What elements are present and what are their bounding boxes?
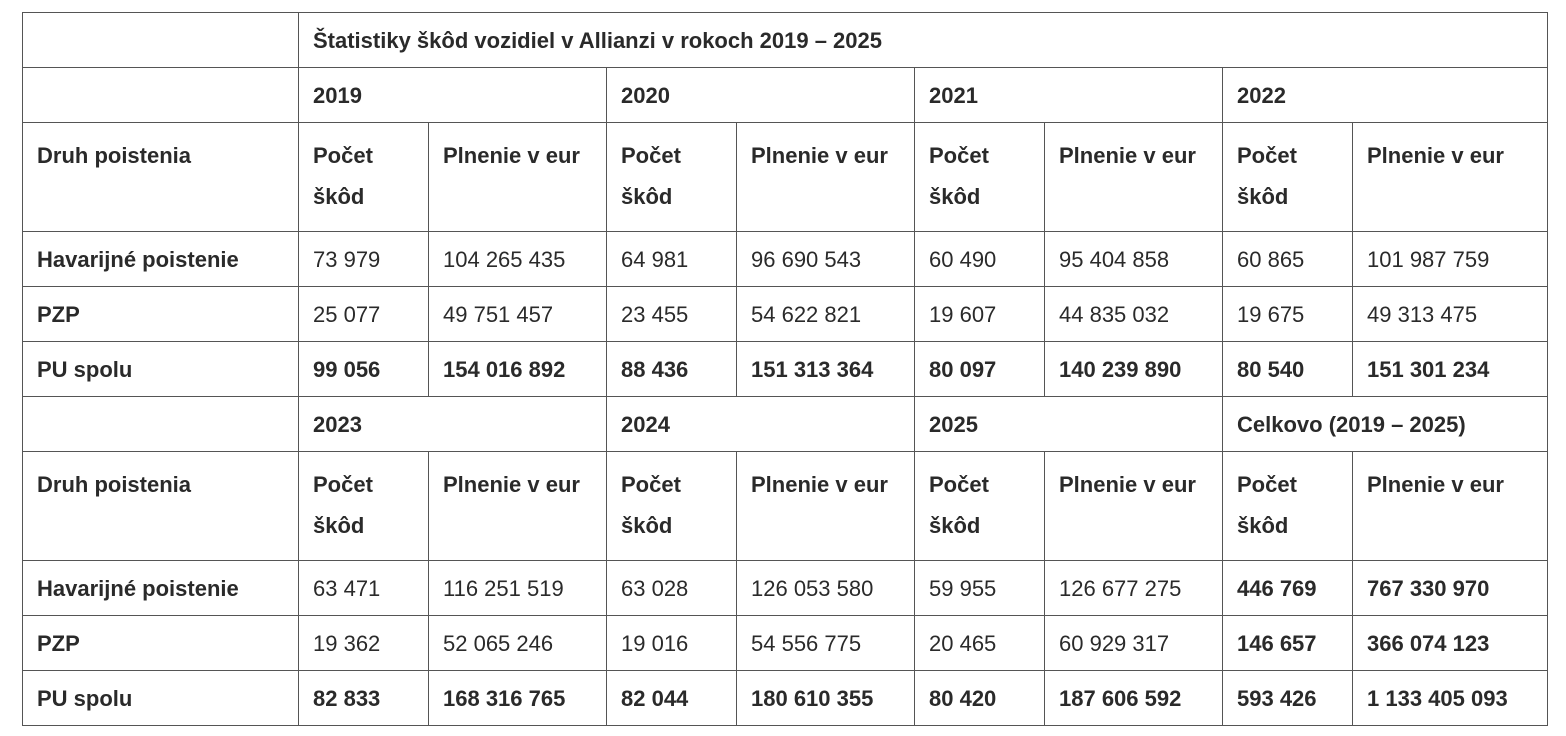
claims-count-cell: 146 657 [1223,616,1353,671]
payout-column-header: Plnenie v eur [1045,452,1223,561]
claims-count-cell: 25 077 [299,287,429,342]
claims-statistics-table [22,12,1548,726]
claims-count-cell: 19 362 [299,616,429,671]
table-row [23,616,1548,671]
count-column-header: Počet škôd [607,123,737,232]
count-column-header: Počet škôd [915,123,1045,232]
payout-cell: 54 556 775 [737,616,915,671]
payout-cell: 151 301 234 [1353,342,1548,397]
payout-cell: 1 133 405 093 [1353,671,1548,726]
payout-cell: 49 751 457 [429,287,607,342]
payout-cell: 116 251 519 [429,561,607,616]
payout-cell: 180 610 355 [737,671,915,726]
period-header: 2022 [1223,68,1548,123]
claims-count-cell: 80 420 [915,671,1045,726]
insurance-type-label: PU spolu [23,671,299,726]
claims-count-cell: 82 833 [299,671,429,726]
payout-cell: 49 313 475 [1353,287,1548,342]
insurance-type-label: PU spolu [23,342,299,397]
payout-cell: 52 065 246 [429,616,607,671]
payout-column-header: Plnenie v eur [737,123,915,232]
payout-column-header: Plnenie v eur [1045,123,1223,232]
count-column-header: Počet škôd [607,452,737,561]
period-header: 2019 [299,68,607,123]
empty-cell [23,397,299,452]
payout-cell: 104 265 435 [429,232,607,287]
period-header: Celkovo (2019 – 2025) [1223,397,1548,452]
insurance-type-label: PZP [23,287,299,342]
claims-count-cell: 99 056 [299,342,429,397]
period-header: 2024 [607,397,915,452]
claims-count-cell: 88 436 [607,342,737,397]
period-header: 2021 [915,68,1223,123]
payout-cell: 366 074 123 [1353,616,1548,671]
period-header-row [23,397,1548,452]
claims-count-cell: 446 769 [1223,561,1353,616]
payout-column-header: Plnenie v eur [429,452,607,561]
claims-count-cell: 593 426 [1223,671,1353,726]
table-title: Štatistiky škôd vozidiel v Allianzi v rokoch 2019 – 2025 [299,13,1548,68]
payout-cell: 60 929 317 [1045,616,1223,671]
table-row [23,287,1548,342]
payout-cell: 101 987 759 [1353,232,1548,287]
claims-count-cell: 23 455 [607,287,737,342]
claims-count-cell: 19 016 [607,616,737,671]
row-header-label: Druh poistenia [23,123,299,232]
corner-cell [23,13,299,68]
payout-cell: 767 330 970 [1353,561,1548,616]
payout-cell: 154 016 892 [429,342,607,397]
claims-count-cell: 80 540 [1223,342,1353,397]
claims-count-cell: 63 471 [299,561,429,616]
claims-count-cell: 60 865 [1223,232,1353,287]
period-header: 2020 [607,68,915,123]
claims-count-cell: 19 675 [1223,287,1353,342]
column-header-row [23,452,1548,561]
payout-column-header: Plnenie v eur [1353,452,1548,561]
payout-cell: 96 690 543 [737,232,915,287]
payout-column-header: Plnenie v eur [429,123,607,232]
period-header-row [23,68,1548,123]
claims-count-cell: 73 979 [299,232,429,287]
table-row [23,232,1548,287]
payout-column-header: Plnenie v eur [737,452,915,561]
claims-count-cell: 59 955 [915,561,1045,616]
payout-column-header: Plnenie v eur [1353,123,1548,232]
claims-count-cell: 60 490 [915,232,1045,287]
payout-cell: 126 677 275 [1045,561,1223,616]
insurance-type-label: Havarijné poistenie [23,232,299,287]
claims-count-cell: 19 607 [915,287,1045,342]
payout-cell: 95 404 858 [1045,232,1223,287]
claims-count-cell: 64 981 [607,232,737,287]
table-row [23,561,1548,616]
payout-cell: 140 239 890 [1045,342,1223,397]
count-column-header: Počet škôd [1223,123,1353,232]
claims-count-cell: 82 044 [607,671,737,726]
payout-cell: 168 316 765 [429,671,607,726]
payout-cell: 126 053 580 [737,561,915,616]
column-header-row [23,123,1548,232]
claims-count-cell: 20 465 [915,616,1045,671]
insurance-type-label: PZP [23,616,299,671]
row-header-label: Druh poistenia [23,452,299,561]
table-body [23,13,1548,726]
count-column-header: Počet škôd [299,123,429,232]
payout-cell: 187 606 592 [1045,671,1223,726]
count-column-header: Počet škôd [299,452,429,561]
payout-cell: 54 622 821 [737,287,915,342]
title-row [23,13,1548,68]
payout-cell: 151 313 364 [737,342,915,397]
count-column-header: Počet škôd [915,452,1045,561]
table-row [23,342,1548,397]
period-header: 2025 [915,397,1223,452]
empty-cell [23,68,299,123]
count-column-header: Počet škôd [1223,452,1353,561]
claims-count-cell: 80 097 [915,342,1045,397]
claims-count-cell: 63 028 [607,561,737,616]
payout-cell: 44 835 032 [1045,287,1223,342]
table-row [23,671,1548,726]
insurance-type-label: Havarijné poistenie [23,561,299,616]
period-header: 2023 [299,397,607,452]
